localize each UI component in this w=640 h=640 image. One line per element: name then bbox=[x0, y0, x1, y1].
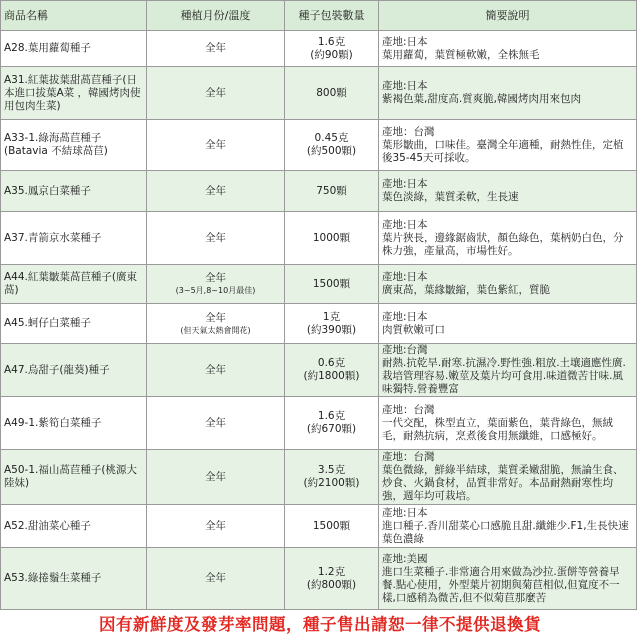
quantity-value: 1000顆 bbox=[312, 231, 351, 244]
header-pack-quantity: 種子包裝數量 bbox=[285, 1, 379, 31]
product-name: A47.烏甜子(龍葵)種子 bbox=[1, 344, 147, 397]
description-text: 肉質軟嫩可口 bbox=[382, 323, 445, 336]
origin-text: 產地：台灣 bbox=[382, 451, 435, 463]
season-value: 全年 bbox=[205, 519, 226, 532]
pack-quantity bbox=[285, 344, 379, 397]
origin-text: 產地:日本 bbox=[382, 35, 428, 48]
product-name: A31.紅葉拔葉甜萵苣種子(日本進口拔葉A菜 ，韓國烤肉使用包肉生菜) bbox=[1, 67, 147, 120]
season-value: 全年 bbox=[205, 363, 226, 376]
pack-quantity bbox=[285, 450, 379, 505]
quantity-value: 1克 bbox=[322, 310, 341, 323]
quantity-count: (約1800顆) bbox=[303, 370, 360, 382]
table-row bbox=[1, 212, 637, 265]
quantity-value: 0.45克 bbox=[314, 132, 349, 144]
planting-season bbox=[147, 67, 285, 120]
planting-season bbox=[147, 212, 285, 265]
origin-text: 產地:日本 bbox=[382, 271, 428, 283]
quantity-value: 1.6克 bbox=[317, 35, 346, 48]
pack-quantity bbox=[285, 265, 379, 304]
pack-quantity bbox=[285, 548, 379, 610]
table-row bbox=[1, 171, 637, 212]
origin-text: 產地：台灣 bbox=[382, 125, 435, 138]
description-text: 耐熱.抗乾旱.耐寒.抗濕冷.野性強.粗放.土壤適應性廣.栽培管理容易.嫩莖及葉片均可食用.味道微苦甘味.風味獨特.營養豐富 bbox=[382, 357, 626, 395]
description bbox=[379, 31, 637, 67]
season-value: 全年 bbox=[205, 138, 226, 151]
description-text: 廣東萵，葉緣皺縮，葉色紫紅，質脆 bbox=[382, 284, 550, 296]
product-name: A35.鳳京白菜種子 bbox=[1, 171, 147, 212]
header-product-name: 商品名稱 bbox=[1, 1, 147, 31]
season-value: 全年 bbox=[205, 470, 226, 483]
description-text: 進口種子.香川甜菜心口感脆且甜.纖維少.F1,生長快速葉色濃綠 bbox=[382, 519, 629, 545]
description bbox=[379, 304, 637, 344]
pack-quantity bbox=[285, 212, 379, 265]
description-text: 進口生菜種子.非常適合用來做為沙拉.蛋餅等營養早餐.點心使用，外型葉片初期與菊苣相似,但寬度不一樣,口感稍為微苦,但不似菊苣那麼苦 bbox=[382, 565, 620, 604]
table-row bbox=[1, 67, 637, 120]
quantity-count: (約90顆) bbox=[310, 48, 353, 61]
origin-text: 產地:美國 bbox=[382, 552, 428, 565]
planting-season bbox=[147, 31, 285, 67]
season-value: 全年 bbox=[205, 184, 226, 197]
description bbox=[379, 265, 637, 304]
planting-season bbox=[147, 265, 285, 304]
origin-text: 產地:日本 bbox=[382, 178, 428, 190]
pack-quantity bbox=[285, 120, 379, 171]
quantity-value: 0.6克 bbox=[317, 357, 346, 369]
header-description: 簡要說明 bbox=[379, 1, 637, 31]
season-note: (但天氣太熱會開花) bbox=[180, 325, 251, 335]
product-name: A53.綠捲鬚生菜種子 bbox=[1, 548, 147, 610]
pack-quantity bbox=[285, 505, 379, 548]
quantity-value: 3.5克 bbox=[317, 464, 346, 476]
planting-season bbox=[147, 548, 285, 610]
season-value: 全年 bbox=[205, 231, 226, 244]
season-value: 全年 bbox=[205, 572, 226, 584]
description bbox=[379, 548, 637, 610]
product-name: A37.青箭京水菜種子 bbox=[1, 212, 147, 265]
quantity-value: 1500顆 bbox=[312, 277, 351, 290]
description-text: 紫褐色葉,甜度高.質爽脆,韓國烤肉用來包肉 bbox=[382, 93, 582, 105]
description-text: 葉形皺曲，口味佳。臺灣全年適種，耐熱性佳，定植後35-45天可採收。 bbox=[382, 138, 624, 164]
season-value: 全年 bbox=[205, 311, 226, 324]
pack-quantity bbox=[285, 67, 379, 120]
description bbox=[379, 212, 637, 265]
table-row bbox=[1, 31, 637, 67]
quantity-value: 1.6克 bbox=[317, 410, 346, 422]
description bbox=[379, 397, 637, 450]
description bbox=[379, 450, 637, 505]
origin-text: 產地:日本 bbox=[382, 506, 428, 519]
product-name: A49-1.紫筍白菜種子 bbox=[1, 397, 147, 450]
header-planting-season: 種植月份/溫度 bbox=[147, 1, 285, 31]
planting-season bbox=[147, 505, 285, 548]
quantity-count: (約500顆) bbox=[306, 145, 357, 157]
quantity-count: (約800顆) bbox=[306, 578, 357, 591]
planting-season bbox=[147, 397, 285, 450]
season-value: 全年 bbox=[205, 42, 226, 54]
quantity-value: 1.2克 bbox=[317, 565, 346, 578]
pack-quantity bbox=[285, 304, 379, 344]
description bbox=[379, 171, 637, 212]
product-name: A45.蚵仔白菜種子 bbox=[1, 304, 147, 344]
description bbox=[379, 120, 637, 171]
season-note: (3~5月,8~10月最佳) bbox=[175, 286, 256, 295]
description bbox=[379, 344, 637, 397]
description-text: 葉用蘿蔔，葉質極軟嫩，全株無毛 bbox=[382, 48, 540, 61]
description-text: 葉片狹長，邊緣鋸齒狀，顏色綠色，葉柄奶白色，分株力強，產量高，市場性好。 bbox=[382, 231, 624, 257]
season-value: 全年 bbox=[205, 416, 226, 429]
product-name: A28.葉用蘿蔔種子 bbox=[1, 31, 147, 67]
quantity-value: 800顆 bbox=[316, 86, 347, 99]
product-name: A52.甜油菜心種子 bbox=[1, 505, 147, 548]
table-row bbox=[1, 344, 637, 397]
quantity-value: 1500顆 bbox=[312, 519, 351, 532]
pack-quantity bbox=[285, 171, 379, 212]
planting-season bbox=[147, 120, 285, 171]
table-row bbox=[1, 505, 637, 548]
season-value: 全年 bbox=[205, 86, 226, 99]
table-row bbox=[1, 304, 637, 344]
quantity-count: (約670顆) bbox=[306, 423, 357, 435]
origin-text: 產地:日本 bbox=[382, 80, 428, 92]
origin-text: 產地:日本 bbox=[382, 310, 428, 323]
product-name: A44.紅葉皺葉萵苣種子(廣東萵) bbox=[1, 265, 147, 304]
origin-text: 產地:日本 bbox=[382, 218, 428, 231]
table-row bbox=[1, 548, 637, 610]
no-refund-notice: 因有新鮮度及發芽率問題，種子售出請恕一律不提供退換貨 bbox=[99, 615, 541, 634]
pack-quantity bbox=[285, 31, 379, 67]
table-row bbox=[1, 450, 637, 505]
quantity-count: (約390顆) bbox=[306, 323, 357, 336]
product-name: A33-1.綠海萵苣種子(Batavia 不結球萵苣) bbox=[1, 120, 147, 171]
quantity-count: (約2100顆) bbox=[303, 477, 360, 489]
planting-season bbox=[147, 344, 285, 397]
planting-season bbox=[147, 171, 285, 212]
description bbox=[379, 505, 637, 548]
description-text: 葉色淡綠，葉質柔軟，生長速 bbox=[382, 191, 519, 203]
pack-quantity bbox=[285, 397, 379, 450]
planting-season bbox=[147, 450, 285, 505]
origin-text: 產地:台灣 bbox=[382, 344, 428, 356]
table-row bbox=[1, 265, 637, 304]
description-text: 一代交配，株型直立，葉面紫色，葉背綠色，無絨毛，耐熱抗病，烹煮後食用無纖維，口感極好。 bbox=[382, 416, 613, 442]
description bbox=[379, 67, 637, 120]
table-row bbox=[1, 120, 637, 171]
origin-text: 產地：台灣 bbox=[382, 403, 435, 416]
description-text: 葉色微綠，鮮綠半結球，葉質柔嫩甜脆，無論生食、炒食、火鍋食材，品質非常好。本品耐熱耐寒性均強，週年均可栽培。 bbox=[382, 464, 624, 502]
product-name: A50-1.福山萵苣種子(桃源大陸妹) bbox=[1, 450, 147, 505]
planting-season bbox=[147, 304, 285, 344]
table-row bbox=[1, 397, 637, 450]
table-header-row bbox=[1, 1, 637, 31]
season-value: 全年 bbox=[205, 272, 226, 284]
quantity-value: 750顆 bbox=[316, 184, 347, 197]
